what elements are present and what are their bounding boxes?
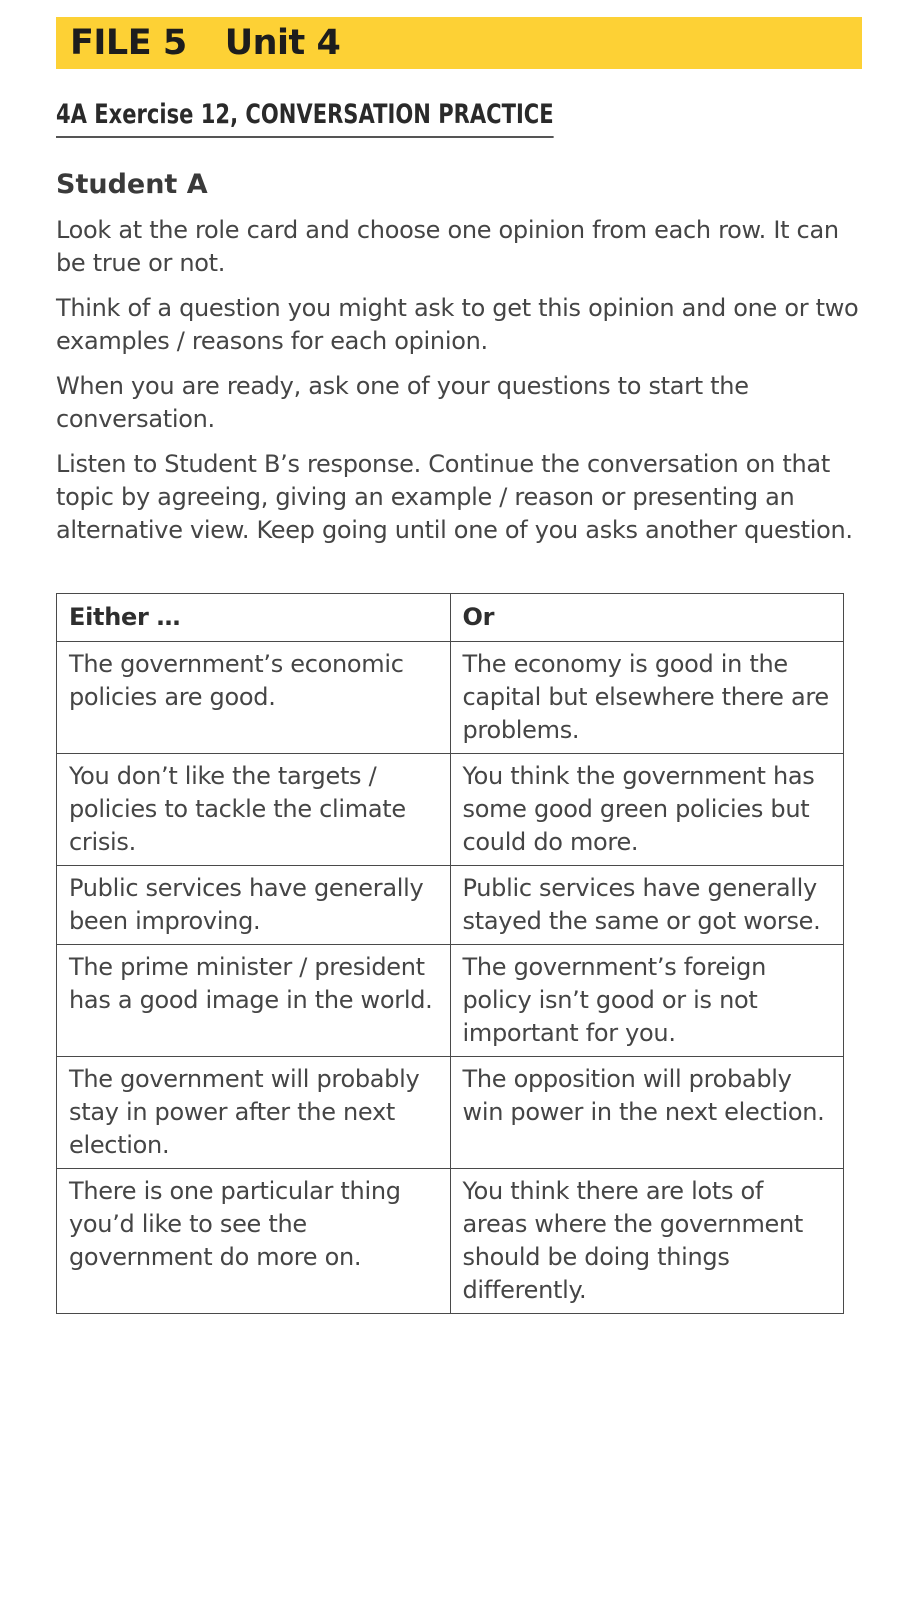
either-cell: The government’s economic policies are good. [57, 642, 451, 754]
student-heading: Student A [56, 169, 208, 200]
or-cell: You think the government has some good green policies but could do more. [450, 754, 844, 866]
file-banner [56, 17, 862, 69]
or-cell: The economy is good in the capital but elsewhere there are problems. [450, 642, 844, 754]
role-card-table [56, 593, 844, 1314]
either-cell: There is one particular thing you’d like to see the government do more on. [57, 1169, 451, 1314]
either-cell: The prime minister / president has a good image in the world. [57, 945, 451, 1057]
instruction-paragraph-3: When you are ready, ask one of your questions to start the conversation. [56, 372, 749, 433]
instruction-paragraph-1: Look at the role card and choose one opinion from each row. It can be true or not. [56, 216, 839, 277]
exercise-title: 4A Exercise 12, CONVERSATION PRACTICE [56, 99, 554, 138]
table-row [57, 1057, 844, 1169]
instruction-paragraph-4: Listen to Student B’s response. Continue the conversation on that topic by agreeing, giving an example / reason or presenting an alternative view. Keep going until one of you asks another question. [56, 450, 853, 544]
file-label: FILE 5 [70, 23, 187, 63]
table-header-row [57, 594, 844, 642]
table-row [57, 642, 844, 754]
exercise-title-container [56, 69, 616, 129]
column-header-either: Either … [57, 594, 451, 642]
table-row [57, 945, 844, 1057]
or-cell: The government’s foreign policy isn’t good or is not important for you. [450, 945, 844, 1057]
or-cell: Public services have generally stayed the same or got worse. [450, 866, 844, 945]
table-row [57, 866, 844, 945]
either-cell: The government will probably stay in power after the next election. [57, 1057, 451, 1169]
table-row [57, 1169, 844, 1314]
worksheet-page [56, 17, 862, 1314]
or-cell: The opposition will probably win power in the next election. [450, 1057, 844, 1169]
column-header-or: Or [450, 594, 844, 642]
or-cell: You think there are lots of areas where the government should be doing things differently. [450, 1169, 844, 1314]
table-row [57, 754, 844, 866]
either-cell: Public services have generally been improving. [57, 866, 451, 945]
unit-label: Unit 4 [224, 23, 341, 63]
either-cell: You don’t like the targets / policies to tackle the climate crisis. [57, 754, 451, 866]
instruction-paragraph-2: Think of a question you might ask to get this opinion and one or two examples / reasons for each opinion. [56, 294, 859, 355]
